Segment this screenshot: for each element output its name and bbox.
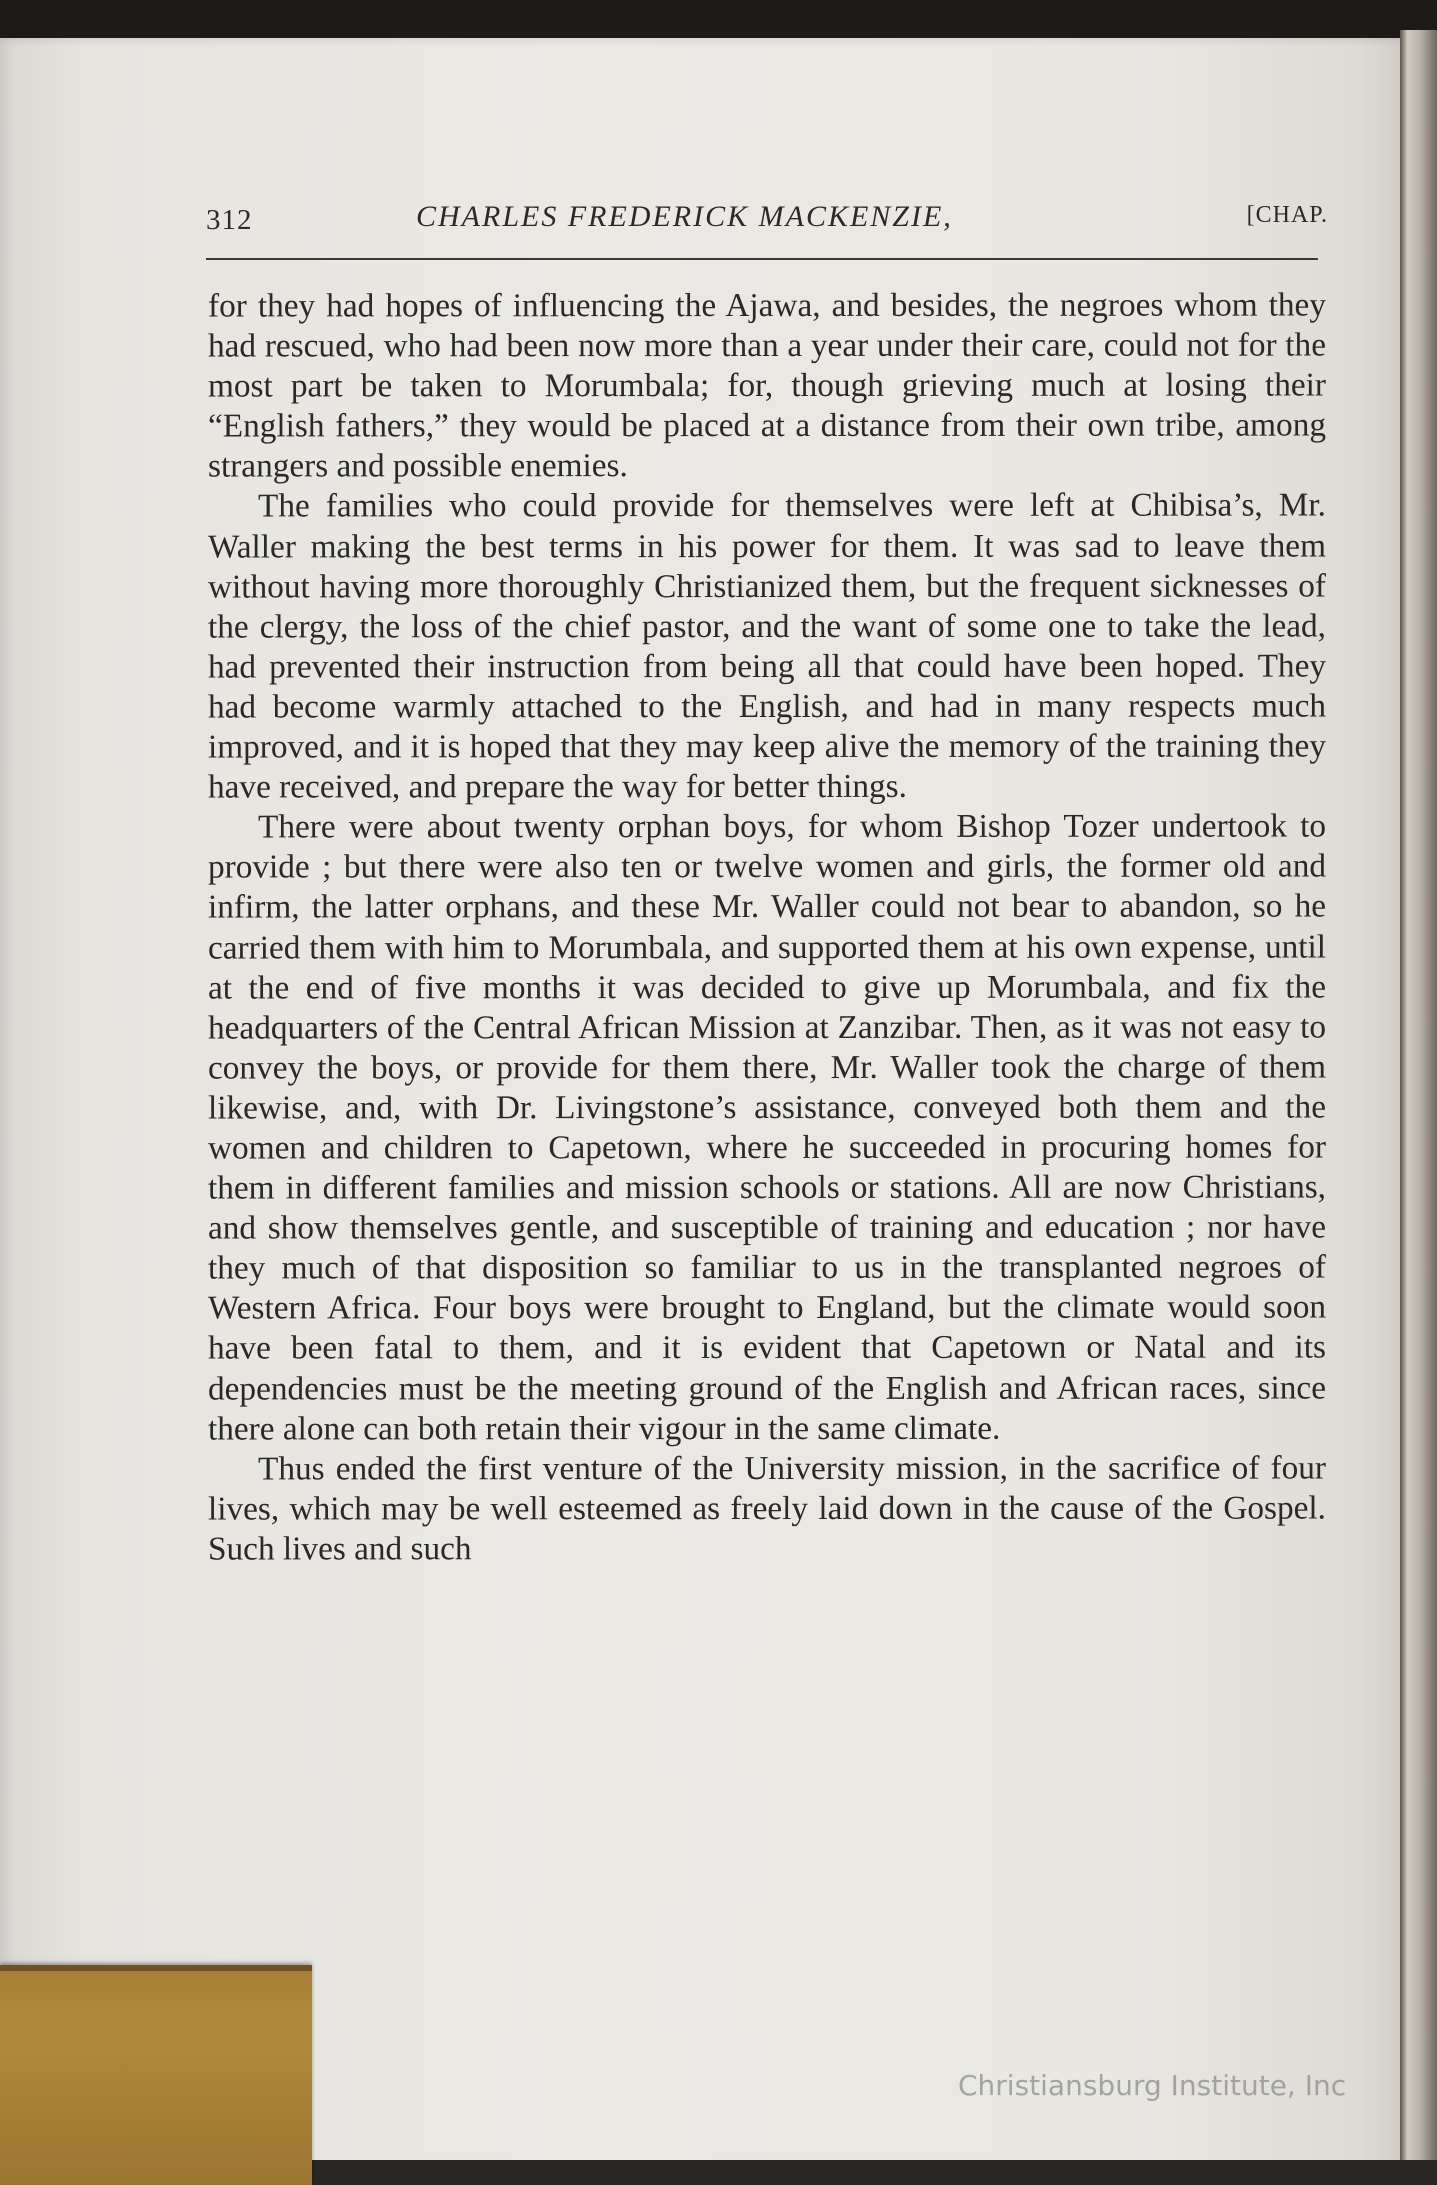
page-header <box>206 198 1328 248</box>
watermark: Christiansburg Institute, Inc <box>958 2069 1347 2102</box>
running-title: CHARLES FREDERICK MACKENZIE, <box>416 200 953 233</box>
page-number: 312 <box>206 204 253 236</box>
chapter-mark: [CHAP. <box>1246 202 1328 228</box>
body-text <box>208 286 1326 1570</box>
paragraph-3: There were about twenty orphan boys, for whom Bishop Tozer undertook to provide ; but there were also ten or twelve women and girls, the former old and infirm, the latter orphans, and these Mr. Waller could not bear to abandon, so he carried them with him to Morumbala, and supported them at his own expense, until at the end of five months it was decided to give up Morumbala, and fix the headquarters of the Central African Mission at Zanzibar. Then, as it was not easy to convey the boys, or provide for them there, Mr. Waller took the charge of them likewise, and, with Dr. Livingstone’s assistance, conveyed both them and the women and children to Capetown, where he succeeded in procuring homes for them in different families and mission schools or stations. All are now Christians, and show themselves gentle, and susceptible of training and education ; nor have they much of that disposition so familiar to us in the transplanted negroes of Western Africa. Four boys were brought to England, but the climate would soon have been fatal to them, and it is evident that Capetown or Natal and its dependencies must be the meeting ground of the English and African races, since there alone can both retain their vigour in the same climate. <box>208 807 1326 1448</box>
page-edge <box>1400 30 1437 2170</box>
paragraph-4: Thus ended the first venture of the University mission, in the sacrifice of four lives, which may be well esteemed as freely laid down in the cause of the Gospel. Such lives and such <box>208 1449 1326 1568</box>
book-bottom-edge <box>300 2160 1437 2185</box>
paragraph-2: The families who could provide for themselves were left at Chibisa’s, Mr. Waller making the best terms in his power for them. It was sad to leave them without having more thoroughly Christianized them, but the frequent sicknesses of the clergy, the loss of the chief pastor, and the want of some one to take the lead, had prevented their instruction from being all that could have been hoped. They had become warmly attached to the English, and had in many respects much improved, and it is hoped that they may keep alive the memory of the training they have received, and prepare the way for better things. <box>208 486 1326 806</box>
paragraph-1: for they had hopes of influencing the Ajawa, and besides, the negroes whom they had rescued, who had been now more than a year under their care, could not for the most part be taken to Morumbala; for, though grieving much at losing their “English fathers,” they would be placed at a distance from their own tribe, among strangers and possible enemies. <box>208 286 1326 485</box>
gold-bookmark-tab <box>0 1965 312 2185</box>
header-rule <box>206 258 1318 260</box>
